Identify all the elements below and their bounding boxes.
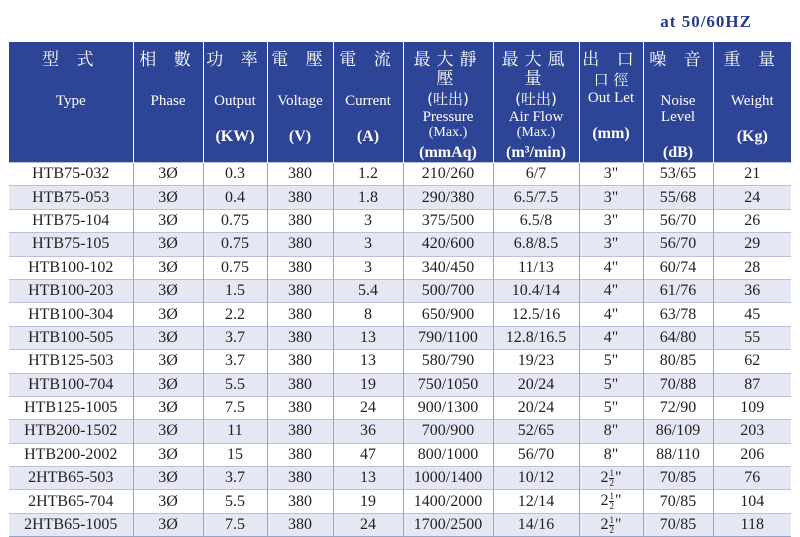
table-cell: 203: [713, 420, 791, 443]
header-en: Phase: [150, 93, 186, 109]
header-zh: 電 流: [339, 50, 397, 70]
table-cell: 380: [267, 256, 333, 279]
table-cell: 8": [579, 443, 643, 466]
header-zh2: (吐出): [427, 90, 469, 108]
table-cell: 6.5/7.5: [493, 186, 579, 209]
header-en2: [580, 106, 643, 121]
table-row: [9, 256, 791, 279]
table-cell: 13: [333, 326, 403, 349]
header-zh2: [334, 72, 403, 89]
column-header: [493, 42, 579, 163]
table-cell: 5.4: [333, 279, 403, 302]
table-cell: 3Ø: [133, 467, 203, 490]
table-cell: 5": [579, 373, 643, 396]
table-cell: 19: [333, 373, 403, 396]
table-cell: 8: [333, 303, 403, 326]
table-cell: 11/13: [493, 256, 579, 279]
header-unit: [134, 128, 203, 146]
table-cell: 72/90: [643, 396, 713, 419]
table-cell: 3": [579, 163, 643, 186]
table-cell: 0.75: [203, 233, 267, 256]
table-cell: 1.2: [333, 163, 403, 186]
header-zh2: (吐出): [515, 90, 557, 108]
table-cell: 3.7: [203, 350, 267, 373]
header-en: Weight: [730, 93, 774, 109]
table-cell: 650/900: [403, 303, 493, 326]
table-cell: HTB100-505: [9, 326, 133, 349]
header-zh: 最大風量: [501, 50, 571, 89]
table-cell: 3Ø: [133, 256, 203, 279]
table-cell: 20/24: [493, 396, 579, 419]
table-cell: 420/600: [403, 233, 493, 256]
header-zh: 最大靜壓: [413, 50, 483, 89]
table-cell: 750/1050: [403, 373, 493, 396]
header-zh: 電 壓: [271, 50, 329, 70]
table-cell: HTB200-1502: [9, 420, 133, 443]
table-cell: 380: [267, 373, 333, 396]
table-cell: 1000/1400: [403, 467, 493, 490]
table-cell: 1.8: [333, 186, 403, 209]
table-cell: 19/23: [493, 350, 579, 373]
header-zh2: [644, 72, 713, 89]
table-cell: 800/1000: [403, 443, 493, 466]
table-cell: HTB125-1005: [9, 396, 133, 419]
table-cell: 3Ø: [133, 303, 203, 326]
table-cell: 380: [267, 513, 333, 536]
table-row: [9, 396, 791, 419]
header-en2: [204, 109, 267, 124]
header-zh2: [134, 72, 203, 89]
table-cell: 3Ø: [133, 233, 203, 256]
table-row: [9, 233, 791, 256]
column-header: [643, 42, 713, 163]
table-cell: 3Ø: [133, 350, 203, 373]
table-cell: 13: [333, 467, 403, 490]
table-cell: 2.2: [203, 303, 267, 326]
table-cell: 104: [713, 490, 791, 513]
table-cell: 0.75: [203, 209, 267, 232]
table-cell: 2HTB65-503: [9, 467, 133, 490]
table-cell: 4": [579, 303, 643, 326]
header-en: Output: [214, 93, 256, 109]
table-cell: 3.7: [203, 326, 267, 349]
table-cell: 380: [267, 443, 333, 466]
table-cell: HTB75-105: [9, 233, 133, 256]
table-row: [9, 443, 791, 466]
table-row: [9, 209, 791, 232]
table-cell: 24: [333, 396, 403, 419]
table-header-row: [9, 42, 791, 163]
table-cell: 15: [203, 443, 267, 466]
table-cell: 3Ø: [133, 186, 203, 209]
header-unit: (dB): [662, 144, 694, 161]
table-cell: HTB100-203: [9, 279, 133, 302]
table-cell: HTB200-2002: [9, 443, 133, 466]
header-zh: 噪 音: [649, 50, 707, 70]
header-en: Out Let: [587, 90, 635, 106]
table-cell: 13: [333, 350, 403, 373]
table-body: [9, 163, 791, 537]
table-cell: 1.5: [203, 279, 267, 302]
table-cell: 2 $\frac{1}{2}$ ": [579, 513, 643, 536]
table-cell: 80/85: [643, 350, 713, 373]
header-unit: (V): [288, 128, 312, 145]
header-en2: [9, 109, 133, 124]
table-cell: 380: [267, 420, 333, 443]
table-cell: 10.4/14: [493, 279, 579, 302]
table-cell: 63/78: [643, 303, 713, 326]
table-cell: 380: [267, 163, 333, 186]
header-zh2: 口 徑: [593, 71, 629, 89]
table-cell: 56/70: [493, 443, 579, 466]
header-unit: (mmAq): [419, 144, 477, 161]
table-cell: 12.5/16: [493, 303, 579, 326]
table-cell: 380: [267, 186, 333, 209]
table-cell: 5.5: [203, 373, 267, 396]
table-cell: 700/900: [403, 420, 493, 443]
table-row: [9, 186, 791, 209]
header-unit: (m³/min): [506, 144, 566, 161]
header-zh: 型 式: [42, 50, 100, 70]
table-cell: 2 $\frac{1}{2}$ ": [579, 490, 643, 513]
table-row: [9, 420, 791, 443]
header-en: Voltage: [277, 93, 323, 109]
header-en: Air Flow: [508, 109, 564, 125]
table-cell: 3": [579, 186, 643, 209]
table-cell: 380: [267, 233, 333, 256]
table-cell: 12/14: [493, 490, 579, 513]
table-cell: 24: [713, 186, 791, 209]
header-zh2: [9, 72, 133, 89]
header-unit: (KW): [215, 128, 255, 145]
table-cell: 109: [713, 396, 791, 419]
table-cell: HTB100-704: [9, 373, 133, 396]
table-cell: 6.5/8: [493, 209, 579, 232]
table-cell: 2HTB65-1005: [9, 513, 133, 536]
table-cell: 36: [333, 420, 403, 443]
table-row: [9, 303, 791, 326]
spec-table: [9, 42, 791, 537]
table-cell: 76: [713, 467, 791, 490]
column-header: [713, 42, 791, 163]
table-cell: 4": [579, 256, 643, 279]
table-cell: 380: [267, 490, 333, 513]
table-cell: 0.4: [203, 186, 267, 209]
header-zh2: [268, 72, 333, 89]
table-cell: 3Ø: [133, 513, 203, 536]
table-cell: 10/12: [493, 467, 579, 490]
header-zh: 功 率: [206, 50, 264, 70]
header-en2: [134, 109, 203, 124]
table-cell: 3Ø: [133, 209, 203, 232]
table-cell: 5": [579, 350, 643, 373]
table-cell: 28: [713, 256, 791, 279]
header-en: Current: [345, 93, 391, 109]
table-cell: 56/70: [643, 233, 713, 256]
table-cell: 4": [579, 326, 643, 349]
table-cell: 3Ø: [133, 443, 203, 466]
table-cell: 56/70: [643, 209, 713, 232]
header-en2: (Max.): [516, 125, 556, 140]
table-cell: 26: [713, 209, 791, 232]
table-cell: 0.75: [203, 256, 267, 279]
header-en2: [714, 109, 792, 124]
table-cell: 380: [267, 350, 333, 373]
table-cell: 5.5: [203, 490, 267, 513]
header-en2: [334, 109, 403, 124]
table-cell: 1700/2500: [403, 513, 493, 536]
table-row: [9, 350, 791, 373]
table-cell: 380: [267, 326, 333, 349]
table-cell: 1400/2000: [403, 490, 493, 513]
table-cell: 3: [333, 209, 403, 232]
table-cell: 8": [579, 420, 643, 443]
table-cell: 3Ø: [133, 396, 203, 419]
table-cell: 86/109: [643, 420, 713, 443]
table-cell: HTB75-053: [9, 186, 133, 209]
table-cell: 3Ø: [133, 373, 203, 396]
table-cell: 70/85: [643, 467, 713, 490]
table-cell: 24: [333, 513, 403, 536]
table-cell: 14/16: [493, 513, 579, 536]
table-row: [9, 373, 791, 396]
table-cell: 11: [203, 420, 267, 443]
table-cell: 87: [713, 373, 791, 396]
table-cell: 7.5: [203, 396, 267, 419]
table-cell: 900/1300: [403, 396, 493, 419]
table-cell: 6/7: [493, 163, 579, 186]
header-zh2: [714, 72, 792, 89]
table-cell: 61/76: [643, 279, 713, 302]
table-row: [9, 513, 791, 536]
table-cell: 3Ø: [133, 279, 203, 302]
table-cell: 29: [713, 233, 791, 256]
column-header: [333, 42, 403, 163]
table-cell: 210/260: [403, 163, 493, 186]
table-cell: 4": [579, 279, 643, 302]
table-cell: 3Ø: [133, 163, 203, 186]
table-cell: 47: [333, 443, 403, 466]
table-cell: 3Ø: [133, 326, 203, 349]
table-cell: 12.8/16.5: [493, 326, 579, 349]
table-cell: 70/85: [643, 490, 713, 513]
table-cell: 64/80: [643, 326, 713, 349]
table-cell: 53/65: [643, 163, 713, 186]
table-cell: 88/110: [643, 443, 713, 466]
table-cell: 60/74: [643, 256, 713, 279]
table-cell: 52/65: [493, 420, 579, 443]
table-cell: 118: [713, 513, 791, 536]
table-cell: 3": [579, 233, 643, 256]
table-cell: HTB100-304: [9, 303, 133, 326]
header-unit: (Kg): [736, 128, 768, 145]
header-zh: 重 量: [723, 50, 781, 70]
header-en2: [268, 109, 333, 124]
table-cell: 380: [267, 396, 333, 419]
table-cell: 55: [713, 326, 791, 349]
header-en: Type: [55, 93, 86, 109]
table-cell: 3: [333, 256, 403, 279]
table-cell: HTB125-503: [9, 350, 133, 373]
header-unit: [9, 128, 133, 146]
table-cell: 0.3: [203, 163, 267, 186]
table-cell: 45: [713, 303, 791, 326]
table-row: [9, 279, 791, 302]
column-header: [579, 42, 643, 163]
header-unit: (mm): [592, 125, 630, 142]
frequency-note: at 50/60HZ: [660, 12, 752, 31]
table-cell: 6.8/8.5: [493, 233, 579, 256]
table-cell: 20/24: [493, 373, 579, 396]
table-cell: 21: [713, 163, 791, 186]
table-row: [9, 326, 791, 349]
header-en: Noise Level: [660, 93, 696, 125]
header-en: Pressure: [422, 109, 474, 125]
table-cell: 380: [267, 279, 333, 302]
table-cell: 500/700: [403, 279, 493, 302]
table-cell: HTB75-104: [9, 209, 133, 232]
table-cell: HTB100-102: [9, 256, 133, 279]
table-row: [9, 467, 791, 490]
table-cell: 380: [267, 467, 333, 490]
table-cell: 70/85: [643, 513, 713, 536]
table-cell: 2 $\frac{1}{2}$ ": [579, 467, 643, 490]
table-cell: 55/68: [643, 186, 713, 209]
table-row: [9, 490, 791, 513]
table-cell: 3": [579, 209, 643, 232]
table-cell: 2HTB65-704: [9, 490, 133, 513]
table-cell: 3: [333, 233, 403, 256]
header-unit: (A): [356, 128, 380, 145]
header-zh: 出 口: [582, 50, 640, 70]
table-cell: 580/790: [403, 350, 493, 373]
table-cell: 70/88: [643, 373, 713, 396]
table-cell: 3Ø: [133, 420, 203, 443]
table-row: [9, 163, 791, 186]
column-header: [267, 42, 333, 163]
table-cell: HTB75-032: [9, 163, 133, 186]
column-header: [203, 42, 267, 163]
table-cell: 36: [713, 279, 791, 302]
table-cell: 790/1100: [403, 326, 493, 349]
table-cell: 7.5: [203, 513, 267, 536]
header-en2: [644, 125, 713, 140]
column-header: [403, 42, 493, 163]
column-header: [9, 42, 133, 163]
column-header: [133, 42, 203, 163]
header-zh: 相 數: [139, 50, 197, 70]
table-cell: 206: [713, 443, 791, 466]
table-cell: 3.7: [203, 467, 267, 490]
table-cell: 5": [579, 396, 643, 419]
table-cell: 380: [267, 303, 333, 326]
table-cell: 380: [267, 209, 333, 232]
table-cell: 3Ø: [133, 490, 203, 513]
header-zh2: [204, 72, 267, 89]
table-cell: 62: [713, 350, 791, 373]
table-cell: 290/380: [403, 186, 493, 209]
header-en2: (Max.): [428, 125, 468, 140]
table-cell: 375/500: [403, 209, 493, 232]
table-cell: 19: [333, 490, 403, 513]
table-cell: 340/450: [403, 256, 493, 279]
